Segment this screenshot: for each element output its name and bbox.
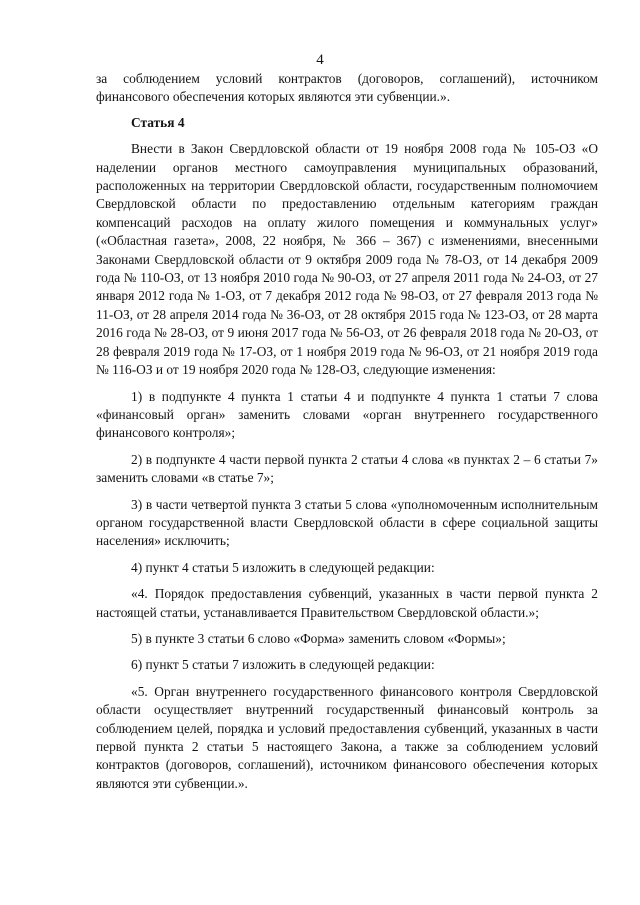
list-item-5: 5) в пункте 3 статьи 6 слово «Форма» заменить словом «Формы»; [131,630,506,646]
document-body [96,70,598,801]
list-item-1: 1) в подпункте 4 пункта 1 статьи 4 и подпункте 4 пункта 1 статьи 7 слова «финансовый орган» заменить словами «орган внутреннего государственного финансового контроля»; [96,388,598,441]
page-number: 4 [316,52,324,68]
list-item-3: 3) в части четвертой пункта 3 статьи 5 слова «уполномоченным исполнительным органом государственной власти Свердловской области в сфере социальной защиты населения» исключить; [96,496,598,549]
article-heading: Статья 4 [131,114,185,130]
list-item-4: 4) пункт 4 статьи 5 изложить в следующей редакции: [131,559,435,575]
paragraph-continuation: за соблюдением условий контрактов (договоров, соглашений), источником финансового обеспечения которых являются эти субвенции.». [96,71,598,105]
paragraph-intro: Внести в Закон Свердловской области от 19 ноября 2008 года № 105-ОЗ «О наделении органов местного самоуправления муниципальных образований, расположенных на территории Свердловской области, государственным полномочием Свердловской области по предоставлению отдельным категориям граждан компенсаций расходов на оплату жилого помещения и коммунальных услуг» («Областная газета», 2008, 22 ноября, № 366 – 367) с изменениями, внесенными Законами Свердловской области от 9 октября 2009 года № 78-ОЗ, от 14 декабря 2009 года № 110-ОЗ, от 13 ноября 2010 года № 90-ОЗ, от 27 апреля 2011 года № 24-ОЗ, от 27 января 2012 года № 1-ОЗ, от 7 декабря 2012 года № 98-ОЗ, от 27 февраля 2013 года № 11-ОЗ, от 28 апреля 2014 года № 36-ОЗ, от 28 октября 2015 года № 123-ОЗ, от 28 марта 2016 года № 28-ОЗ, от 9 июня 2017 года № 56-ОЗ, от 26 февраля 2018 года № 20-ОЗ, от 28 февраля 2019 года № 17-ОЗ, от 1 ноября 2019 года № 96-ОЗ, от 21 ноября 2019 года № 116-ОЗ и от 19 ноября 2020 года № 128-ОЗ, следующие изменения: [96,141,598,378]
list-item-6: 6) пункт 5 статьи 7 изложить в следующей редакции: [131,657,435,673]
list-item-6-quote: «5. Орган внутреннего государственного финансового контроля Свердловской области осуществляет внутренний государственный финансовый контроль за соблюдением целей, порядка и условий предоставления субвенций, указанных в части первой пункта 2 статьи 5 настоящего Закона, а также за соблюдением условий контрактов (договоров, соглашений), источником финансового обеспечения которых являются эти субвенции.». [96,683,598,791]
list-item-2: 2) в подпункте 4 части первой пункта 2 статьи 4 слова «в пунктах 2 – 6 статьи 7» заменить словами «в статье 7»; [96,451,598,486]
list-item-4-quote: «4. Порядок предоставления субвенций, указанных в части первой пункта 2 настоящей статьи, устанавливается Правительством Свердловской области.»; [96,586,598,620]
